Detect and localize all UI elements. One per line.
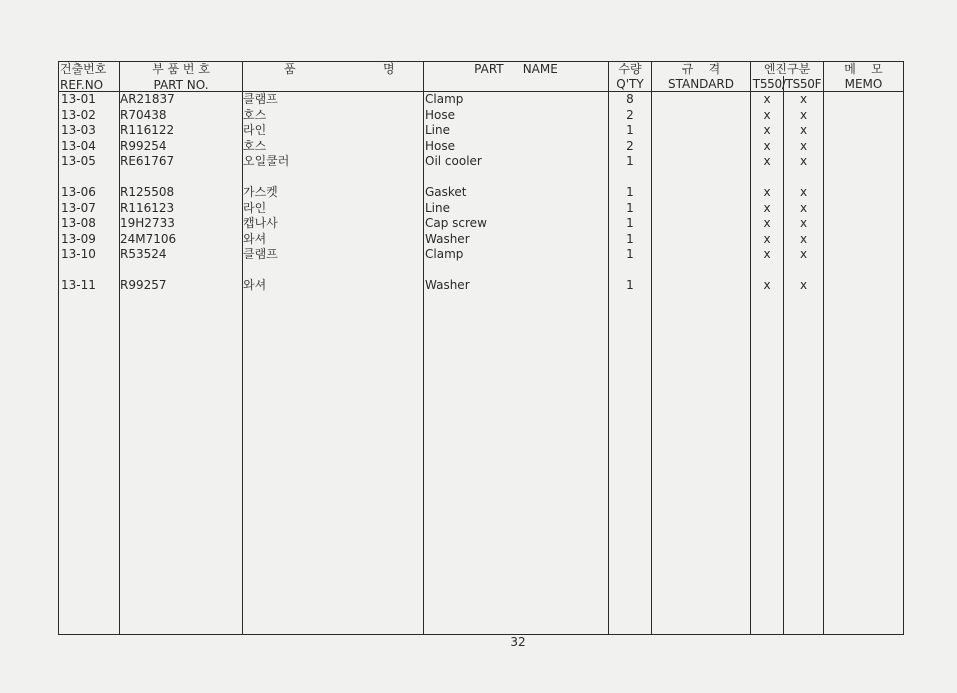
t550-cell: x [763, 154, 771, 168]
qty-cell: 1 [626, 154, 634, 168]
ref-cell: 13-09 [61, 231, 96, 246]
header-name-ko-left: 품 [284, 62, 296, 76]
parts-table [58, 61, 904, 635]
ts50f-cell: x [799, 123, 808, 137]
ref-cell: 13-08 [61, 216, 96, 230]
qty-cell: 2 [626, 107, 634, 122]
ts50f-cell: x [799, 138, 808, 153]
part-no-cell: AR21837 [120, 92, 175, 106]
header-engine-en: T550/TS50F [752, 77, 822, 91]
ref-cell: 13-11 [61, 278, 96, 292]
name-en-cell: Gasket [425, 185, 467, 199]
column-border [823, 61, 824, 635]
header-partno-ko: 부 품 번 호 [152, 62, 210, 76]
name-ko-cell: 라인 [243, 200, 267, 215]
ref-cell: 13-10 [61, 247, 96, 261]
ref-cell: 13-07 [61, 200, 96, 215]
ts50f-cell: x [799, 92, 808, 106]
name-ko-cell: 캡나사 [243, 216, 278, 230]
t550-cell: x [763, 92, 771, 106]
header-name-ko-right: 명 [383, 62, 395, 76]
name-en-cell: Clamp [425, 92, 464, 106]
name-en-cell: Oil cooler [425, 154, 482, 168]
name-ko-cell: 클램프 [243, 247, 278, 261]
name-en-cell: Washer [425, 231, 470, 246]
ts50f-cell: x [799, 107, 808, 122]
ref-cell: 13-04 [61, 138, 96, 153]
ts50f-cell: x [799, 200, 808, 215]
page-number: 32 [510, 635, 526, 649]
header-partno-en: PART NO. [153, 78, 209, 92]
ts50f-cell: x [799, 154, 808, 168]
part-no-cell: R116122 [120, 123, 175, 137]
t550-cell: x [763, 123, 771, 137]
name-ko-cell: 와셔 [243, 231, 267, 246]
name-ko-cell: 클램프 [243, 92, 278, 106]
ts50f-cell: x [799, 216, 808, 230]
header-engine-ko: 엔진구분 [763, 62, 811, 76]
qty-cell: 1 [626, 247, 634, 261]
name-en-cell: Hose [425, 138, 455, 153]
column-border [903, 61, 904, 635]
t550-cell: x [763, 107, 771, 122]
header-ref-en: REF.NO [60, 78, 104, 92]
ts50f-cell: x [799, 278, 808, 292]
t550-cell: x [763, 185, 771, 199]
header-memo-en: MEMO [844, 77, 883, 91]
qty-cell: 1 [626, 200, 634, 215]
part-no-cell: 24M7106 [120, 231, 177, 246]
ref-cell: 13-01 [61, 92, 96, 106]
ref-cell: 13-02 [61, 107, 96, 122]
name-ko-cell: 가스켓 [243, 185, 278, 199]
t550-cell: x [763, 200, 771, 215]
name-en-cell: Hose [425, 107, 455, 122]
qty-cell: 1 [626, 231, 634, 246]
name-ko-cell: 라인 [243, 123, 267, 137]
name-en-cell: Line [425, 200, 451, 215]
name-en-cell: Cap screw [425, 216, 487, 230]
part-no-cell: R53524 [120, 247, 167, 261]
t550-cell: x [763, 247, 771, 261]
header-std-en: STANDARD [667, 77, 735, 91]
header-qty-en: Q'TY [616, 77, 644, 91]
header-std-ko: 규 격 [681, 62, 721, 76]
t550-cell: x [763, 216, 771, 230]
part-no-cell: R99254 [120, 138, 167, 153]
column-border [58, 61, 59, 635]
part-no-cell: RE61767 [120, 154, 175, 168]
t550-cell: x [763, 138, 771, 153]
column-border [423, 61, 424, 635]
ref-cell: 13-06 [61, 185, 96, 199]
header-ref-ko: 건출번호 [60, 62, 107, 76]
t550-cell: x [763, 278, 771, 292]
header-memo-ko: 메 모 [844, 62, 883, 76]
name-ko-cell: 호스 [243, 138, 267, 153]
qty-cell: 1 [626, 278, 634, 292]
name-en-cell: Washer [425, 278, 470, 292]
part-no-cell: R99257 [120, 278, 167, 292]
part-no-cell: R125508 [120, 185, 175, 199]
qty-cell: 1 [626, 216, 634, 230]
qty-cell: 1 [626, 123, 634, 137]
name-ko-cell: 호스 [243, 107, 267, 122]
header-name-en: PART NAME [474, 62, 558, 76]
part-no-cell: R116123 [120, 200, 175, 215]
name-ko-cell: 오일쿨러 [243, 154, 290, 168]
ref-cell: 13-05 [61, 154, 96, 168]
column-border [651, 61, 652, 635]
name-en-cell: Clamp [425, 247, 464, 261]
header-qty-ko: 수량 [618, 62, 642, 76]
t550-cell: x [763, 231, 771, 246]
part-no-cell: R70438 [120, 107, 167, 122]
part-no-cell: 19H2733 [120, 216, 175, 230]
ts50f-cell: x [799, 247, 808, 261]
ref-cell: 13-03 [61, 123, 96, 137]
name-en-cell: Line [425, 123, 451, 137]
ts50f-cell: x [799, 185, 808, 199]
qty-cell: 8 [626, 92, 634, 106]
ts50f-cell: x [799, 231, 808, 246]
qty-cell: 1 [626, 185, 634, 199]
qty-cell: 2 [626, 138, 634, 153]
name-ko-cell: 와셔 [243, 278, 267, 292]
